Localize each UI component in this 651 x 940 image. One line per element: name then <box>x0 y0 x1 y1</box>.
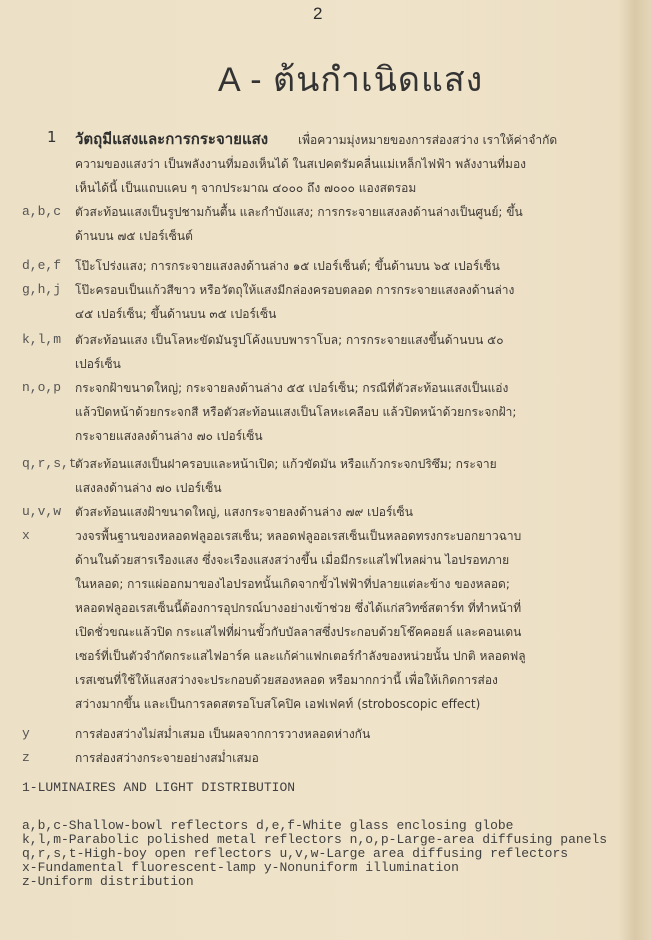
item-text-line: ด้านในด้วยสารเรืองแสง ซึ่งจะเรืองแสงสว่างขึ้น เมื่อมีกระแสไฟไหลผ่าน ไอปรอทภาย <box>75 553 510 567</box>
item-label: g,h,j <box>22 282 62 297</box>
item-text-line: ตัวสะท้อนแสง เป็นโลหะขัดมันรูปโค้งแบบพาราโบล; การกระจายแสงขึ้นด้านบน ๕๐ <box>75 333 504 347</box>
item-text-line: เปอร์เซ็น <box>75 357 121 371</box>
item-label: z <box>22 750 30 765</box>
item-text-line: เปิดชั่วขณะแล้วปิด กระแสไฟที่ผ่านขั้วกับบัลลาสซึ่งประกอบด้วยโช๊คคอยล์ และคอนเดน <box>75 625 522 639</box>
item-text-line: แล้วปิดหน้าด้วยกระจกสี หรือตัวสะท้อนแสงเป็นโลหะเคลือบ แล้วปิดหน้าด้วยกระจกฝ้า; <box>75 405 517 419</box>
item-text-line: กระจายแสงลงด้านล่าง ๗๐ เปอร์เซ็น <box>75 429 263 443</box>
section-line: เห็นได้นี้ เป็นแถบแคบ ๆ จากประมาณ ๔๐๐๐ ถึง ๗๐๐๐ แองสตรอม <box>75 181 417 195</box>
item-label: a,b,c <box>22 204 62 219</box>
section-heading: วัตถุมีแสงและการกระจายแสง <box>75 130 269 148</box>
item-label: y <box>22 726 30 741</box>
item-text-line: ตัวสะท้อนแสงเป็นรูปชามก้นตื้น และกำบังแสง; การกระจายแสงลงด้านล่างเป็นศูนย์; ขึ้น <box>75 205 523 219</box>
item-text-line: ตัวสะท้อนแสงเป็นฝาครอบและหน้าเปิด; แก้วขัดมัน หรือแก้วกระจกปริซึม; กระจาย <box>75 457 497 471</box>
english-line: x-Fundamental fluorescent-lamp y-Nonuniform illumination <box>22 860 459 875</box>
english-line: a,b,c-Shallow-bowl reflectors d,e,f-White glass enclosing globe <box>22 818 514 833</box>
item-text-line: โป๊ะครอบเป็นแก้วสีขาว หรือวัตถุให้แสงมีกล่องครอบตลอด การกระจายแสงลงด้านล่าง <box>75 283 515 297</box>
item-label: k,l,m <box>22 332 62 347</box>
item-label: d,e,f <box>22 258 62 273</box>
english-line: z-Uniform distribution <box>22 874 194 889</box>
page-title: A - ต้นกำเนิดแสง <box>218 61 484 99</box>
item-label: n,o,p <box>22 380 62 395</box>
item-text-line: กระจกฝ้าขนาดใหญ่; กระจายลงด้านล่าง ๕๕ เปอร์เซ็น; กรณีที่ตัวสะท้อนแสงเป็นแอ่ง <box>75 381 509 395</box>
item-text-line: เรสเซนที่ใช้ให้แสงสว่างจะประกอบด้วยสองหลอด หรือมากกว่านี้ เพื่อให้เกิดการส่อง <box>75 673 498 687</box>
item-text-line: ๔๕ เปอร์เซ็น; ขึ้นด้านบน ๓๕ เปอร์เซ็น <box>75 307 277 321</box>
section-line: เพื่อความมุ่งหมายของการส่องสว่าง เราให้ค่าจำกัด <box>298 133 558 147</box>
item-text-line: การส่องสว่างกระจายอย่างสม่ำเสมอ <box>75 751 259 765</box>
item-text-line: โป๊ะโปร่งแสง; การกระจายแสงลงด้านล่าง ๑๕ เปอร์เซ็นต์; ขึ้นด้านบน ๖๕ เปอร์เซ็น <box>75 259 500 273</box>
item-text-line: สว่างมากขึ้น และเป็นการลดสตรอโบสโคปิค เอฟเฟคท์ (stroboscopic effect) <box>75 697 481 711</box>
item-text-line: ตัวสะท้อนแสงฝ้าขนาดใหญ่, แสงกระจายลงด้านล่าง ๗๙ เปอร์เซ็น <box>75 505 413 519</box>
english-heading: 1-LUMINAIRES AND LIGHT DISTRIBUTION <box>22 780 296 795</box>
item-label: q,r,s,t <box>22 456 77 471</box>
english-line: k,l,m-Parabolic polished metal reflectors n,o,p-Large-area diffusing panels <box>22 832 608 847</box>
section-number: 1 <box>47 128 57 146</box>
item-text-line: เซอร์ที่เป็นตัวจำกัดกระแสไฟอาร์ค และแก้ค่าแฟกเตอร์กำลังของหน่วยนั้น ปกติ หลอดฟลู <box>75 649 526 663</box>
item-label: u,v,w <box>22 504 62 519</box>
item-text-line: แสงลงด้านล่าง ๗๐ เปอร์เซ็น <box>75 481 222 495</box>
item-text-line: หลอดฟลูออเรสเซ็นนี้ต้องการอุปกรณ์บางอย่างเข้าช่วย ซึ่งได้แก่สวิทซ์สตาร์ท ที่ทำหน้าที่ <box>75 601 522 615</box>
page-number: 2 <box>313 4 323 23</box>
item-text-line: ด้านบน ๗๕ เปอร์เซ็นต์ <box>75 229 193 243</box>
item-text-line: การส่องสว่างไม่สม่ำเสมอ เป็นผลจากการวางหลอดห่างกัน <box>75 727 371 741</box>
section-line: ความของแสงว่า เป็นพลังงานที่มองเห็นได้ ในสเปคตรัมคลื่นแม่เหล็กไฟฟ้า พลังงานที่มอง <box>75 157 527 171</box>
english-line: q,r,s,t-High-boy open reflectors u,v,w-Large area diffusing reflectors <box>22 846 569 861</box>
item-text-line: วงจรพื้นฐานของหลอดฟลูออเรสเซ็น; หลอดฟลูออเรสเซ็นเป็นหลอดทรงกระบอกยาวฉาบ <box>75 529 522 543</box>
item-text-line: ในหลอด; การแผ่ออกมาของไอปรอทนั้นเกิดจากขั้วไฟฟ้าที่ปลายแต่ละข้าง ของหลอด; <box>75 577 510 591</box>
item-label: x <box>22 528 30 543</box>
